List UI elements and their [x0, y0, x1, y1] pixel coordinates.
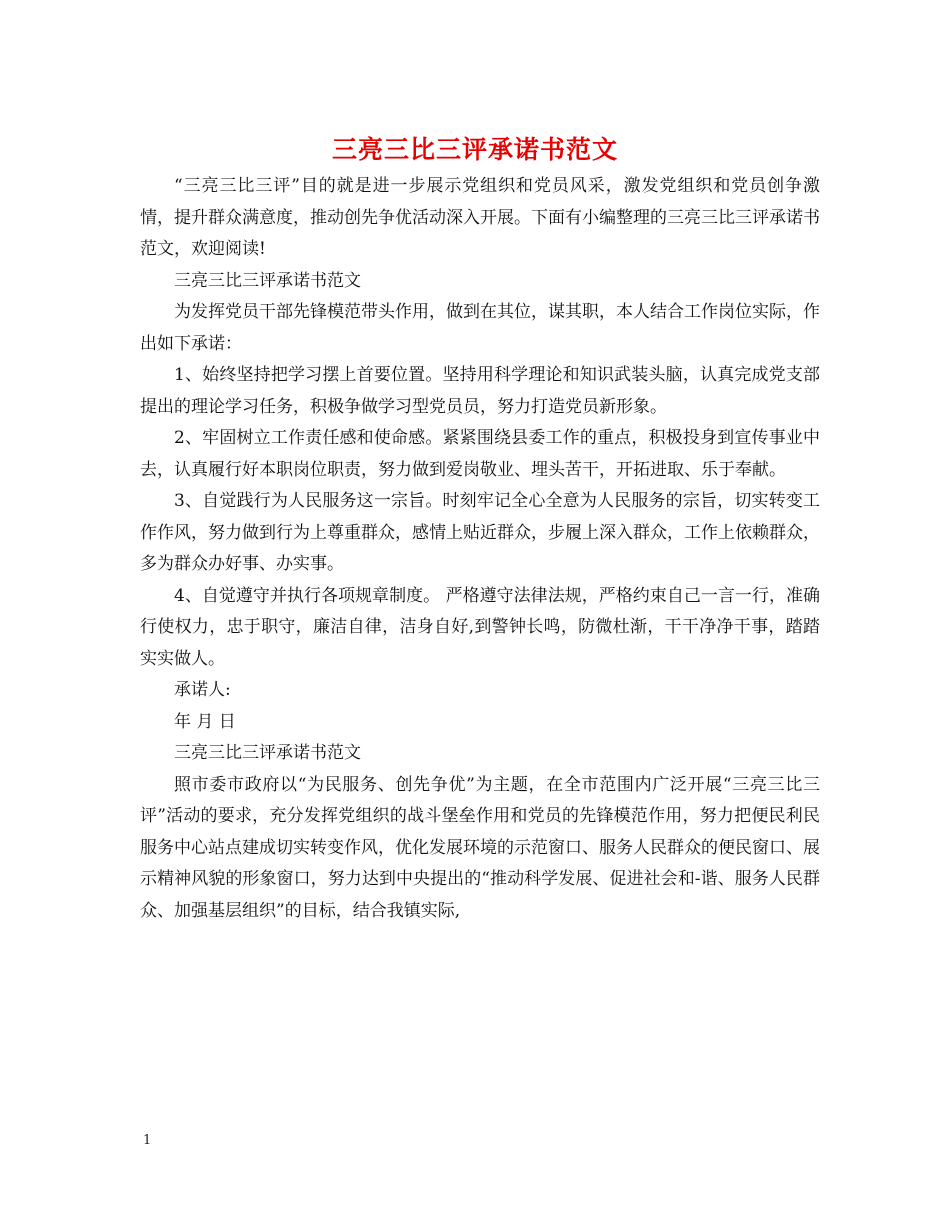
section-heading: 三亮三比三评承诺书范文 [174, 270, 361, 291]
signature-line: 承诺人: [174, 680, 231, 700]
page-number: 1 [143, 1133, 152, 1148]
document-title: 三亮三比三评承诺书范文 [331, 135, 618, 164]
commitment-item-1: 1、始终坚持把学习摆上首要位置。坚持用科学理论和知识武装头脑，认真完成党支部提出的理论学习任务，积极争做学习型党员员，努力打造党员新形象。 [140, 365, 820, 417]
intro-paragraph: “三亮三比三评”目的就是进一步展示党组织和党员风采，激发党组织和党员创争激情，提升群众满意度，推动创先争优活动深入开展。下面有小编整理的三亮三比三评承诺书范文，欢迎阅读! [140, 176, 820, 259]
section-heading: 三亮三比三评承诺书范文 [174, 743, 361, 763]
commitment-item-3: 3、自觉践行为人民服务这一宗旨。时刻牢记全心全意为人民服务的宗旨，切实转变工作作风，努力做到行为上尊重群众，感情上贴近群众，步履上深入群众，工作上依赖群众，多为群众办好事、办实事。 [140, 491, 820, 574]
paragraph: 照市委市政府以“为民服务、创先争优”为主题，在全市范围内广泛开展“三亮三比三评”活动的要求，充分发挥党组织的战斗堡垒作用和党员的先锋模范作用，努力把便民利民服务中心站点建成切实转变作风，优化发展环境的示范窗口、服务人民群众的便民窗口、展示精神风貌的形象窗口，努力达到中央提出的“推动科学发展、促进社会和-谐、服务人民群众、加强基层组织”的目标，结合我镇实际, [140, 774, 820, 921]
date-line: 年 月 日 [174, 711, 236, 732]
commitment-item-4: 4、自觉遵守并执行各项规章制度。 严格遵守法律法规，严格约束自己一言一行，准确行使权力，忠于职守，廉洁自律，洁身自好,到警钟长鸣，防微杜渐，干干净净干事，踏踏实实做人。 [140, 585, 820, 669]
paragraph: 为发挥党员干部先锋模范带头作用，做到在其位，谋其职，本人结合工作岗位实际，作出如下承诺： [140, 302, 820, 354]
document-body [140, 171, 820, 927]
commitment-item-2: 2、牢固树立工作责任感和使命感。紧紧围绕县委工作的重点，积极投身到宣传事业中去，认真履行好本职岗位职责，努力做到爱岗敬业、埋头苦干，开拓进取、乐于奉献。 [140, 428, 820, 480]
